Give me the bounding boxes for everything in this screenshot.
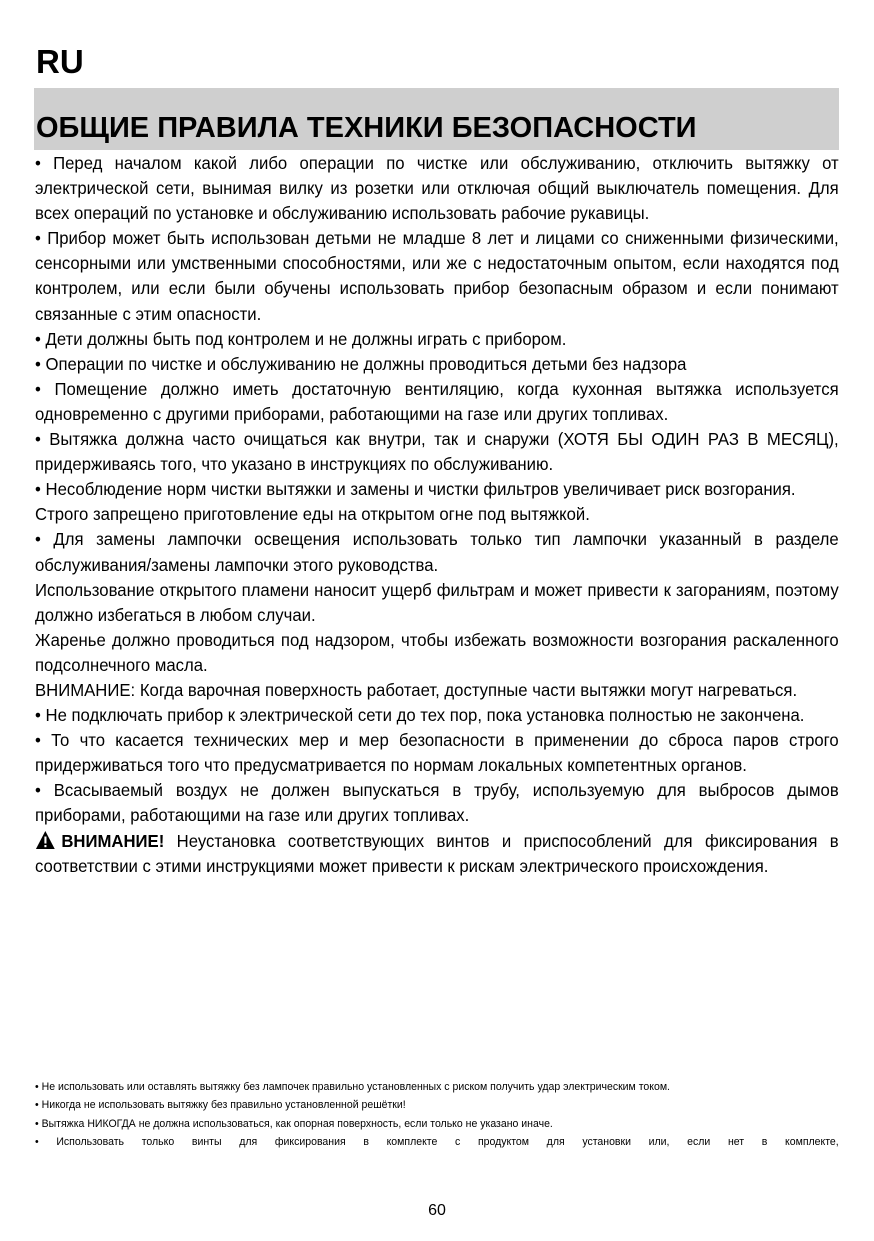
paragraph: • Для замены лампочки освещения использовать только тип лампочки указанный в разделе обслуживания/замены лампочки этого руководства. xyxy=(35,529,839,575)
paragraph: • Всасываемый воздух не должен выпускаться в трубу, используемую для выбросов дымов приборами, работающими на газе или других топливах. xyxy=(35,780,839,826)
small-note: • Вытяжка НИКОГДА не должна использоваться, как опорная поверхность, если только не указано иначе. xyxy=(35,1117,553,1130)
paragraph: • Вытяжка должна часто очищаться как внутри, так и снаружи (ХОТЯ БЫ ОДИН РАЗ В МЕСЯЦ), придерживаясь того, что указано в инструкциях по обслуживанию. xyxy=(35,429,839,475)
paragraph: Использование открытого пламени наносит ущерб фильтрам и может привести к загораниям, поэтому должно избегаться в любом случаи. xyxy=(35,579,839,625)
paragraph: • Помещение должно иметь достаточную вентиляцию, когда кухонная вытяжка используется одновременно с другими приборами, работающими на газе или других топливах. xyxy=(35,378,839,424)
paragraph: • Операции по чистке и обслуживанию не должны проводиться детьми без надзора xyxy=(35,353,687,374)
warning-text: Неустановка соответствующих винтов и приспособлений для фиксирования в соответствии с этими инструкциями может привести к рискам электрического происхождения. xyxy=(35,830,839,876)
paragraph: ВНИМАНИЕ: Когда варочная поверхность работает, доступные части вытяжки могут нагреваться. xyxy=(35,679,798,700)
safety-rules-body xyxy=(35,151,839,879)
paragraph: • Перед началом какой либо операции по чистке или обслуживанию, отключить вытяжку от электрической сети, вынимая вилку из розетки или отключая общий выключатель помещения. Для всех операций по установке и обслуживанию использовать рабочие рукавицы. xyxy=(35,153,839,224)
paragraph: • То что касается технических мер и мер безопасности в применении до сброса паров строго придерживаться того что предусматривается по нормам локальных компетентных органов. xyxy=(35,730,839,776)
paragraph: Строго запрещено приготовление еды на открытом огне под вытяжкой. xyxy=(35,504,590,525)
small-note: • Никогда не использовать вытяжку без правильно установленной решётки! xyxy=(35,1099,406,1112)
small-note: • Использовать только винты для фиксирования в комплекте с продуктом для установки или, если нет в комплекте, xyxy=(35,1136,839,1149)
small-note: • Не использовать или оставлять вытяжку без лампочек правильно установленных с риском получить удар электрическим током. xyxy=(35,1081,670,1093)
small-notes xyxy=(35,1078,839,1152)
paragraph: • Прибор может быть использован детьми не младше 8 лет и лицами со сниженными физическими, сенсорными или умственными способностями, или же с недостаточным опытом, если находятся под контролем, или если были обучены использовать прибор безопасным образом и если понимают связанные с этим опасности. xyxy=(35,228,839,324)
warning-paragraph xyxy=(35,829,839,879)
paragraph: • Дети должны быть под контролем и не должны играть с прибором. xyxy=(35,328,567,349)
language-code: RU xyxy=(36,43,84,80)
paragraph: Жаренье должно проводиться под надзором, чтобы избежать возможности возгорания раскаленного подсолнечного масла. xyxy=(35,629,839,675)
page-title: ОБЩИЕ ПРАВИЛА ТЕХНИКИ БЕЗОПАСНОСТИ xyxy=(36,112,697,144)
warning-triangle-icon xyxy=(35,830,56,850)
warning-label: ВНИМАНИЕ! xyxy=(61,830,165,851)
paragraph: • Не подключать прибор к электрической сети до тех пор, пока установка полностью не закончена. xyxy=(35,705,805,726)
page-number: 60 xyxy=(428,1202,446,1219)
paragraph: • Несоблюдение норм чистки вытяжки и замены и чистки фильтров увеличивает риск возгорания. xyxy=(35,479,796,500)
